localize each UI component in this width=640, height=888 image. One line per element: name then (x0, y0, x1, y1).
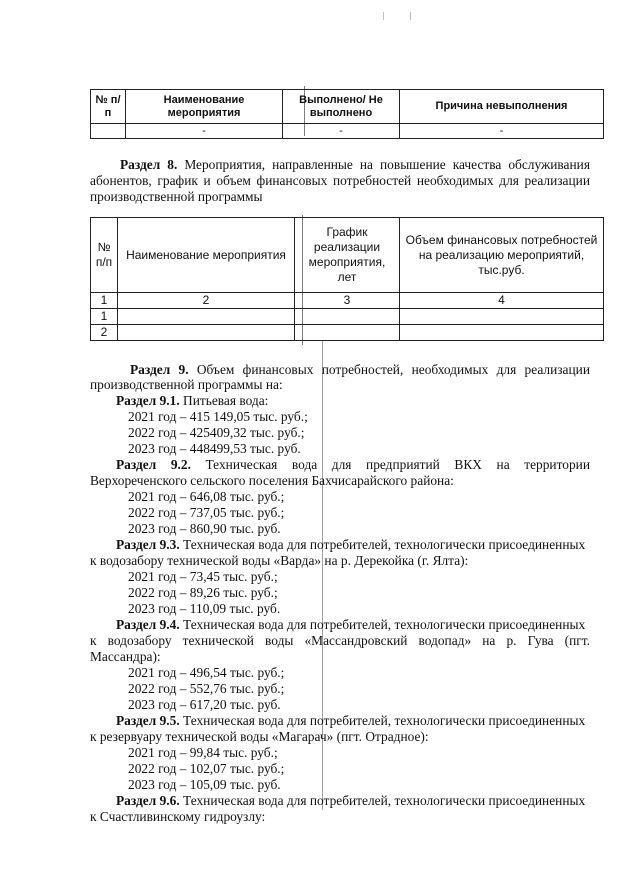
table-cell: 1 (91, 309, 118, 325)
table-header-cell: Наименование мероприятия (118, 218, 295, 293)
table-header-cell: Наименование мероприятия (126, 90, 283, 124)
section96-line2: к Счастливинскому гидроузлу: (90, 809, 266, 824)
section91-title: Питьевая вода: (183, 393, 269, 408)
section9-text: Объем финансовых потребностей, необходимых для реализации (196, 362, 590, 377)
table-cell: 4 (400, 293, 604, 309)
table-cell (295, 325, 400, 341)
section94-item: 2023 год – 617,20 тыс. руб. (128, 697, 281, 712)
section91-item: 2022 год – 425409,32 тыс. руб.; (128, 425, 305, 440)
table-cell (295, 309, 400, 325)
table-cell: - (126, 124, 283, 139)
section92-text: Техническая вода для предприятий ВКХ на территории (205, 457, 590, 472)
section92-label: Раздел 9.2. (116, 457, 191, 472)
table-row (91, 325, 604, 341)
section8-label: Раздел 8. (120, 157, 178, 172)
table-header-cell: Объем финансовых потребностей на реализацию мероприятий, тыс.руб. (400, 218, 604, 293)
table-cell: 2 (91, 325, 118, 341)
table-header-cell: Причина невыполнения (400, 90, 604, 124)
section95-item: 2022 год – 102,07 тыс. руб.; (128, 761, 285, 776)
scan-mark (383, 12, 384, 20)
section9-line2: производственной программы на: (90, 377, 283, 392)
section94-line1 (90, 617, 616, 633)
section8-line2: абонентов, график и объем финансовых потребностей необходимых для реализации (90, 173, 590, 188)
section92-item: 2021 год – 646,08 тыс. руб.; (128, 489, 285, 504)
section95-line2: к резервуару технической воды «Магарач» (пгт. Отрадное): (90, 729, 429, 744)
section92-item: 2022 год – 737,05 тыс. руб.; (128, 505, 285, 520)
section95-label: Раздел 9.5. (116, 713, 180, 728)
section94-item: 2022 год – 552,76 тыс. руб.; (128, 681, 285, 696)
section93-item: 2022 год – 89,26 тыс. руб.; (128, 585, 278, 600)
measures-table (90, 217, 604, 341)
section93-item: 2021 год – 73,45 тыс. руб.; (128, 569, 278, 584)
table-header-cell: Выполнено/ Не выполнено (283, 90, 400, 124)
section96-text: Техническая вода для потребителей, технологически присоединенных (183, 793, 586, 808)
section91-item: 2023 год – 448499,53 тыс. руб. (128, 441, 301, 456)
section91-item: 2021 год – 415 149,05 тыс. руб.; (128, 409, 308, 424)
section93-item: 2023 год – 110,09 тыс. руб. (128, 601, 281, 616)
section94-line2: к водозабору технической воды «Массандровский водопад» на р. Гува (пгт. (90, 633, 590, 648)
table-cell: 3 (295, 293, 400, 309)
section95-item: 2023 год – 105,09 тыс. руб. (128, 777, 281, 792)
section94-line3: Массандра): (90, 649, 161, 664)
section92-item: 2023 год – 860,90 тыс. руб. (128, 521, 281, 536)
table-row (91, 124, 604, 139)
table-cell: - (283, 124, 400, 139)
section94-label: Раздел 9.4. (116, 617, 180, 632)
section95-item: 2021 год – 99,84 тыс. руб.; (128, 745, 278, 760)
table-cell (118, 325, 295, 341)
section96-label: Раздел 9.6. (116, 793, 180, 808)
section96-line1 (90, 793, 616, 809)
section94-text: Техническая вода для потребителей, технологически присоединенных (183, 617, 586, 632)
table-header-cell: № п/п (91, 90, 126, 124)
section91-heading (90, 393, 616, 409)
section9-line1 (90, 362, 590, 378)
section94-item: 2021 год – 496,54 тыс. руб.; (128, 665, 285, 680)
section91-label: Раздел 9.1. (116, 393, 180, 408)
table-header-cell: График реализации мероприятия, лет (295, 218, 400, 293)
section93-line1 (90, 537, 616, 553)
table-row (91, 293, 604, 309)
section92-line1 (90, 457, 590, 473)
section9-label: Раздел 9. (130, 362, 189, 377)
table-row (91, 309, 604, 325)
table-header-row (91, 218, 604, 293)
table-cell (118, 309, 295, 325)
execution-table (90, 89, 604, 139)
section93-line2: к водозабору технической воды «Варда» на р. Дерекойка (г. Ялта): (90, 553, 469, 568)
section95-line1 (90, 713, 616, 729)
scan-mark (410, 12, 411, 20)
section93-label: Раздел 9.3. (116, 537, 180, 552)
table-cell: - (400, 124, 604, 139)
section93-text: Техническая вода для потребителей, технологически присоединенных (183, 537, 586, 552)
table-cell (400, 309, 604, 325)
table-header-cell: № п/п (91, 218, 118, 293)
section95-text: Техническая вода для потребителей, технологически присоединенных (183, 713, 586, 728)
section8-text: Мероприятия, направленные на повышение качества обслуживания (184, 157, 590, 172)
table-header-row (91, 90, 604, 124)
section92-line2: Верхореченского сельского поселения Бахчисарайского района: (90, 473, 454, 488)
table-cell (91, 124, 126, 139)
section8-line3: производственной программы (90, 189, 263, 204)
table-cell: 2 (118, 293, 295, 309)
section8-line1 (90, 157, 590, 173)
table-cell: 1 (91, 293, 118, 309)
table-cell (400, 325, 604, 341)
